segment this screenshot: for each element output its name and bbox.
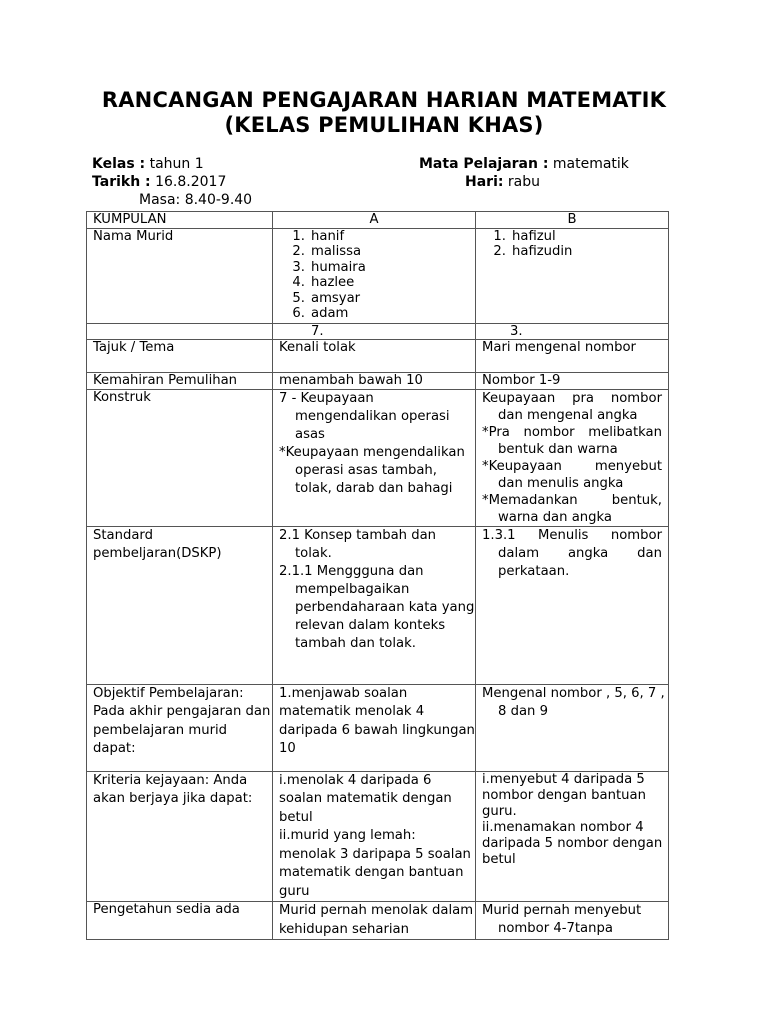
pengetahuan-a: Murid pernah menolak dalam kehidupan seharian [273,902,476,940]
kriteria-b-item: ii.menamakan nombor 4 daripada 5 nombor dengan betul [482,819,663,867]
list-item: 5. amsyar [292,290,361,306]
kumpulan-label: KUMPULAN [87,212,273,229]
hari-label: Hari: [465,174,504,190]
tarikh-value: 16.8.2017 [150,174,227,190]
konstruk-a-item: 7 - Keupayaan mengendalikan operasi asas [279,390,450,442]
list-item: 1. hanif [292,228,345,244]
student-list-b [492,229,668,260]
konstruk-a [273,389,476,526]
kemahiran-a: menambah bawah 10 [273,373,476,390]
list-item: 6. adam [292,306,349,321]
kemahiran-label: Kemahiran Pemulihan [87,373,273,390]
pengetahuan-b-text: Murid pernah menyebut nombor 4-7tanpa [482,903,642,936]
kriteria-a-item: i.menolak 4 daripada 6 soalan matematik dengan betul [279,772,452,825]
kelas-label: Kelas : [92,156,146,172]
konstruk-label: Konstruk [87,389,273,526]
kriteria-a-item: ii.murid yang lemah: menolak 3 daripapa 5 soalan matematik dengan bantuan guru [279,828,471,899]
nama-murid-a-last: 7. [273,323,476,340]
row-kriteria [87,771,669,902]
pengetahuan-label: Pengetahun sedia ada [87,902,273,940]
konstruk-b-item: *Keupayaan menyebut dan menulis angka [482,458,662,491]
konstruk-b-item: *Memadankan bentuk, warna dan angka [482,492,662,525]
mata-pelajaran-label: Mata Pelajaran : [419,156,549,172]
pengetahuan-b [476,902,669,940]
row-tajuk [87,340,669,373]
tajuk-label: Tajuk / Tema [87,340,273,373]
standard-b-item: 1.3.1 Menulis nombor dalam angka dan perkataan. [482,527,662,579]
standard-a-item: 2.1 Konsep tambah dan tolak. [279,527,437,561]
row-nama-murid-extra [87,323,669,340]
konstruk-a-item: *Keupayaan mengendalikan operasi asas tambah, tolak, darab dan bahagi [279,444,465,496]
page-title: RANCANGAN PENGAJARAN HARIAN MATEMATIK [101,88,667,112]
kumpulan-b: B [476,212,669,229]
tajuk-b: Mari mengenal nombor [476,340,669,373]
kriteria-label: Kriteria kejayaan: Anda akan berjaya jika dapat: [87,771,273,902]
list-item: 2. malissa [292,244,362,259]
standard-b [476,526,669,684]
kriteria-a [273,771,476,902]
row-objektif [87,684,669,771]
tarikh-field [92,174,226,190]
list-item: 4. hazlee [292,275,355,290]
nama-murid-b [476,228,669,323]
konstruk-b-item: Keupayaan pra nombor dan mengenal angka [482,390,662,423]
konstruk-b [476,389,669,526]
objektif-b-text: Mengenal nombor , 5, 6, 7 , 8 dan 9 [482,685,665,719]
objektif-label: Objektif Pembelajaran: Pada akhir pengajaran dan pembelajaran murid dapat: [87,684,273,771]
row-pengetahuan [87,902,669,940]
list-item: 3. humaira [292,259,366,275]
objektif-b [476,684,669,771]
tajuk-a: Kenali tolak [273,340,476,373]
standard-a-item: 2.1.1 Mengggunа dan mempelbagaikan perbendaharaan kata yang relevan dalam konteks tambah dan tolak. [279,563,475,651]
student-list-a [291,229,475,322]
lesson-plan-table [86,211,669,940]
nama-murid-label: Nama Murid [87,228,273,323]
page-subtitle: (KELAS PEMULIHAN KHAS) [224,113,544,137]
row-kemahiran [87,373,669,390]
nama-murid-a [273,228,476,323]
objektif-a: 1.menjawab soalan matematik menolak 4 daripada 6 bawah lingkungan 10 [273,684,476,771]
row-kumpulan [87,212,669,229]
list-item: 2. hafizudin [493,244,573,259]
kriteria-b-item: i.menyebut 4 daripada 5 nombor dengan bantuan guru. [482,771,646,819]
row-konstruk [87,389,669,526]
standard-a [273,526,476,684]
nama-murid-b-last: 3. [476,323,669,340]
hari-field [465,174,540,190]
list-item: 1. hafizul [493,228,556,244]
kelas-field [92,156,204,172]
hari-value: rabu [503,174,541,190]
row-standard [87,526,669,684]
mata-pelajaran-field [419,156,629,172]
masa-field: Masa: 8.40-9.40 [139,192,253,208]
kumpulan-a: A [273,212,476,229]
kelas-value: tahun 1 [145,156,204,172]
kriteria-b [476,771,669,902]
row-nama-murid [87,228,669,323]
mata-pelajaran-value: matematik [548,156,629,172]
konstruk-b-item: *Pra nombor melibatkan bentuk dan warna [482,424,662,457]
tarikh-label: Tarikh : [92,174,151,190]
standard-label: Standard pembeljaran(DSKP) [87,526,273,684]
kemahiran-b: Nombor 1-9 [476,373,669,390]
